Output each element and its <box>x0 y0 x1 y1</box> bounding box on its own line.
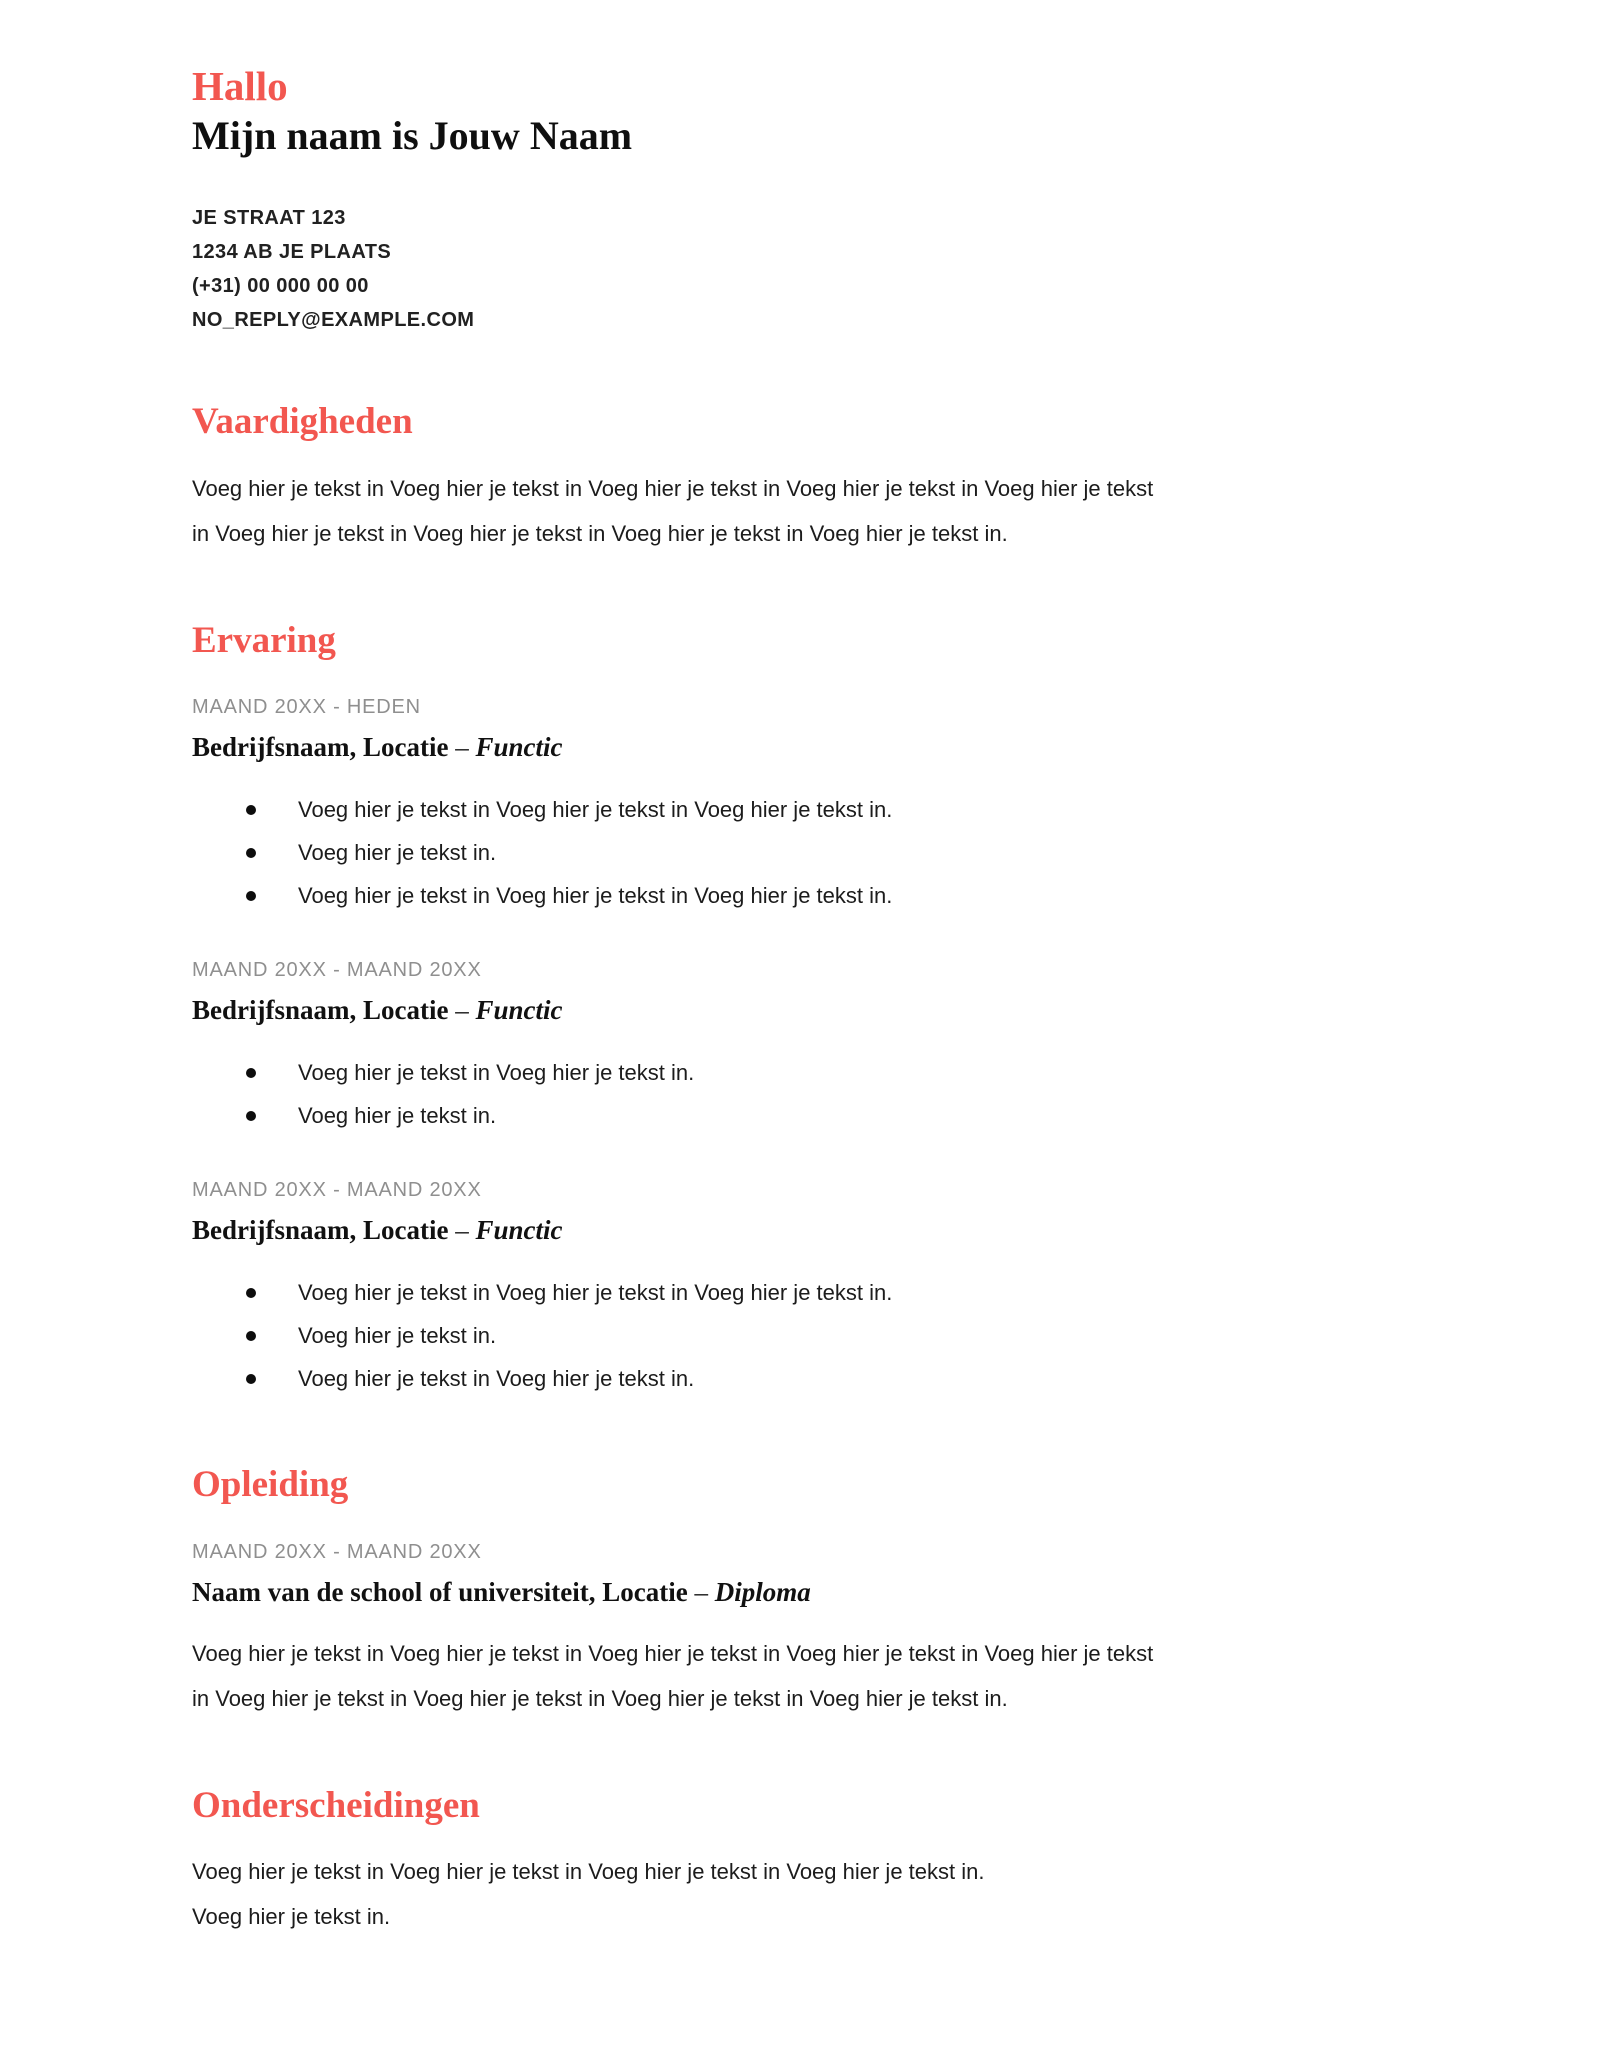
contact-street: JE STRAAT 123 <box>192 207 346 230</box>
education-paragraph-line: in Voeg hier je tekst in Voeg hier je tekst in Voeg hier je tekst in Voeg hier je tekst in. <box>192 1685 1008 1711</box>
job-org: Bedrijfsnaam, Locatie <box>192 995 449 1026</box>
awards-paragraph <box>192 1849 1372 1939</box>
bullet-item: Voeg hier je tekst in Voeg hier je tekst in Voeg hier je tekst in. <box>192 788 1372 831</box>
job-separator: – <box>455 1215 469 1246</box>
skills-paragraph-line: in Voeg hier je tekst in Voeg hier je tekst in Voeg hier je tekst in Voeg hier je tekst in. <box>192 520 1008 546</box>
job-dates: MAAND 20XX - HEDEN <box>192 696 421 719</box>
job-entry <box>192 957 1372 1137</box>
name-heading: Mijn naam is Jouw Naam <box>192 113 633 159</box>
education-paragraph-line: Voeg hier je tekst in Voeg hier je tekst in Voeg hier je tekst in Voeg hier je tekst in Voeg hier je tekst <box>192 1640 1154 1666</box>
section-title-skills: Vaardigheden <box>192 401 413 443</box>
contact-block <box>192 201 1372 337</box>
education-dates: MAAND 20XX - MAAND 20XX <box>192 1540 482 1563</box>
job-title <box>192 730 1372 764</box>
job-entry <box>192 694 1372 917</box>
education-title <box>192 1575 1372 1609</box>
section-title-awards: Onderscheidingen <box>192 1784 480 1826</box>
bullet-item: Voeg hier je tekst in. <box>192 1094 1372 1137</box>
job-dates: MAAND 20XX - MAAND 20XX <box>192 959 482 982</box>
contact-phone: (+31) 00 000 00 00 <box>192 275 369 298</box>
job-separator: – <box>455 732 469 763</box>
contact-email: NO_REPLY@EXAMPLE.COM <box>192 309 475 332</box>
awards-paragraph-line: Voeg hier je tekst in. <box>192 1904 391 1930</box>
education-paragraph <box>192 1631 1372 1721</box>
education-role: Diploma <box>714 1576 811 1607</box>
job-role: Functic <box>475 732 563 763</box>
job-entry <box>192 1177 1372 1400</box>
bullet-item: Voeg hier je tekst in. <box>192 1314 1372 1357</box>
bullet-item: Voeg hier je tekst in. <box>192 831 1372 874</box>
job-separator: – <box>455 995 469 1026</box>
job-dates: MAAND 20XX - MAAND 20XX <box>192 1179 482 1202</box>
skills-paragraph <box>192 466 1372 556</box>
awards-paragraph-line: Voeg hier je tekst in Voeg hier je tekst in Voeg hier je tekst in Voeg hier je tekst in. <box>192 1859 985 1885</box>
section-title-education: Opleiding <box>192 1464 349 1506</box>
job-bullet-list <box>192 1051 1372 1137</box>
job-bullet-list <box>192 1271 1372 1400</box>
section-title-experience: Ervaring <box>192 619 336 661</box>
job-bullet-list <box>192 788 1372 917</box>
job-role: Functic <box>475 995 563 1026</box>
bullet-item: Voeg hier je tekst in Voeg hier je tekst in. <box>192 1357 1372 1400</box>
education-entry <box>192 1539 1372 1721</box>
greeting-heading: Hallo <box>192 63 288 109</box>
skills-paragraph-line: Voeg hier je tekst in Voeg hier je tekst in Voeg hier je tekst in Voeg hier je tekst in Voeg hier je tekst <box>192 475 1154 501</box>
education-separator: – <box>694 1576 708 1607</box>
bullet-item: Voeg hier je tekst in Voeg hier je tekst in Voeg hier je tekst in. <box>192 1271 1372 1314</box>
contact-city: 1234 AB JE PLAATS <box>192 241 392 264</box>
job-title <box>192 1213 1372 1247</box>
job-org: Bedrijfsnaam, Locatie <box>192 732 449 763</box>
job-role: Functic <box>475 1215 563 1246</box>
job-org: Bedrijfsnaam, Locatie <box>192 1215 449 1246</box>
education-org: Naam van de school of universiteit, Locatie <box>192 1576 688 1607</box>
bullet-item: Voeg hier je tekst in Voeg hier je tekst in. <box>192 1051 1372 1094</box>
bullet-item: Voeg hier je tekst in Voeg hier je tekst in Voeg hier je tekst in. <box>192 874 1372 917</box>
job-title <box>192 993 1372 1027</box>
